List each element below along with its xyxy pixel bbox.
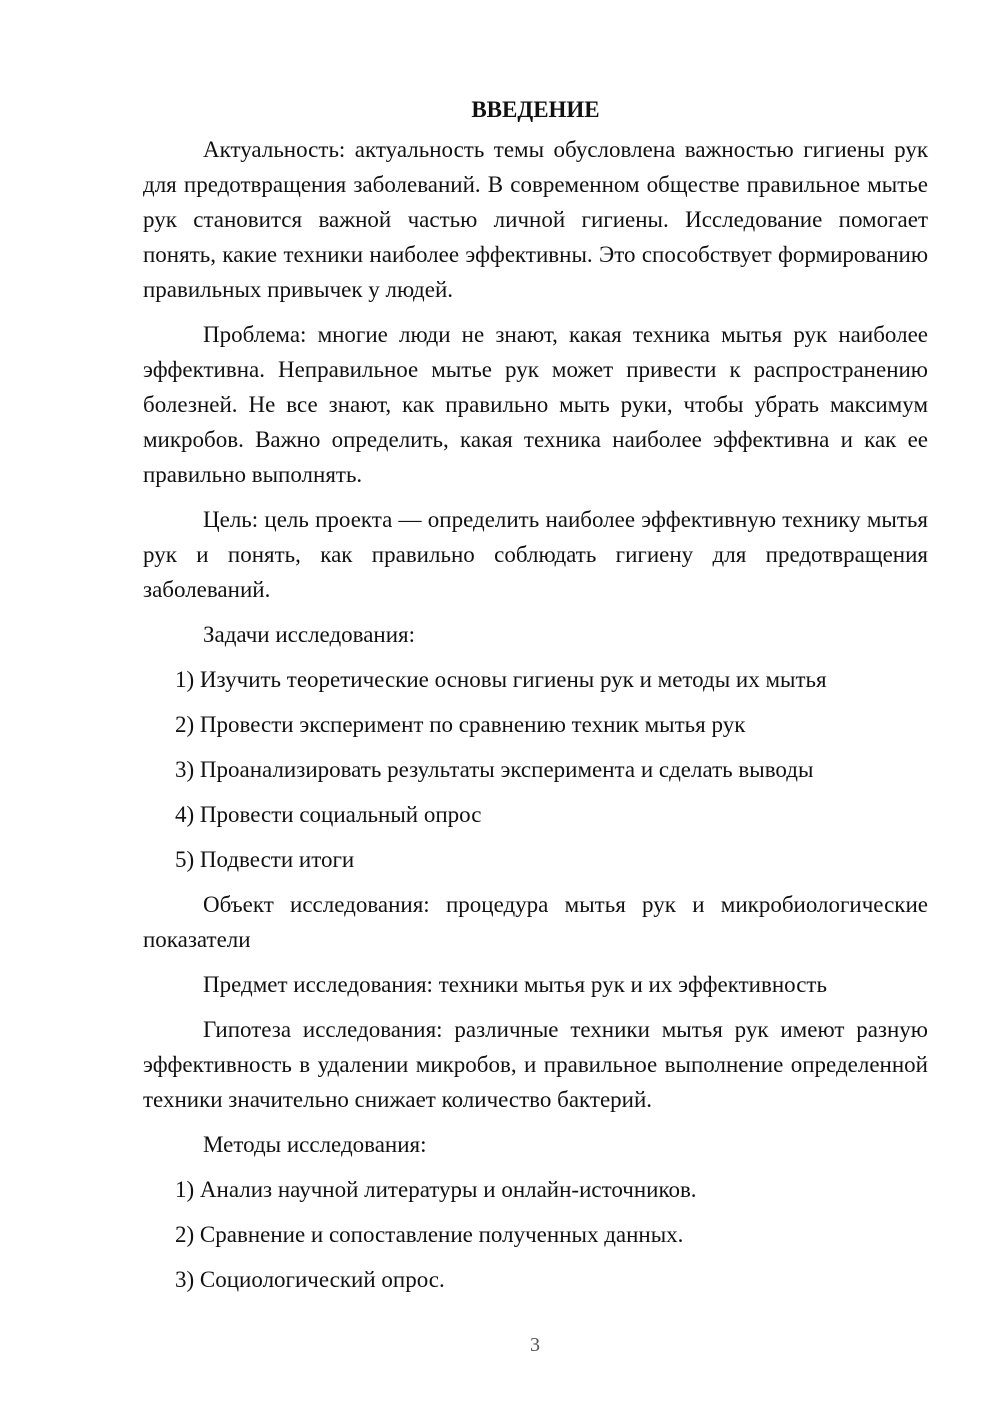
paragraph-relevance: Актуальность: актуальность темы обусловлена важностью гигиены рук для предотвращения заболеваний. В современном обществе правильное мытье рук становится важной частью личной гигиены. Исследование помогает понять, какие техники наиболее эффективны. Это способствует формированию правильных привычек у людей. bbox=[143, 137, 928, 302]
list-item: 2) Провести эксперимент по сравнению техник мытья рук bbox=[175, 712, 746, 737]
list-item: 3) Проанализировать результаты эксперимента и сделать выводы bbox=[175, 757, 814, 782]
tasks-heading: Задачи исследования: bbox=[203, 622, 416, 647]
section-title: ВВЕДЕНИЕ bbox=[471, 97, 600, 122]
list-item: 1) Изучить теоретические основы гигиены рук и методы их мытья bbox=[175, 667, 827, 692]
list-item: 5) Подвести итоги bbox=[175, 847, 355, 872]
paragraph-goal: Цель: цель проекта — определить наиболее эффективную технику мытья рук и понять, как правильно соблюдать гигиену для предотвращения заболеваний. bbox=[143, 507, 928, 602]
methods-list bbox=[143, 1172, 928, 1297]
tasks-list bbox=[143, 662, 928, 877]
list-item: 3) Социологический опрос. bbox=[175, 1267, 445, 1292]
paragraph-subject: Предмет исследования: техники мытья рук и их эффективность bbox=[203, 972, 827, 997]
paragraph-object: Объект исследования: процедура мытья рук и микробиологические показатели bbox=[143, 892, 928, 952]
paragraph-problem: Проблема: многие люди не знают, какая техника мытья рук наиболее эффективна. Неправильное мытье рук может привести к распространению болезней. Не все знают, как правильно мыть руки, чтобы убрать максимум микробов. Важно определить, какая техника наиболее эффективна и как ее правильно выполнять. bbox=[143, 322, 928, 487]
list-item: 1) Анализ научной литературы и онлайн-источников. bbox=[175, 1177, 697, 1202]
paragraph-hypothesis: Гипотеза исследования: различные техники мытья рук имеют разную эффективность в удалении микробов, и правильное выполнение определенной техники значительно снижает количество бактерий. bbox=[143, 1017, 928, 1112]
list-item: 4) Провести социальный опрос bbox=[175, 802, 482, 827]
page-content bbox=[143, 92, 928, 1307]
list-item: 2) Сравнение и сопоставление полученных данных. bbox=[175, 1222, 684, 1247]
methods-heading: Методы исследования: bbox=[203, 1132, 427, 1157]
page-number: 3 bbox=[530, 1334, 540, 1356]
